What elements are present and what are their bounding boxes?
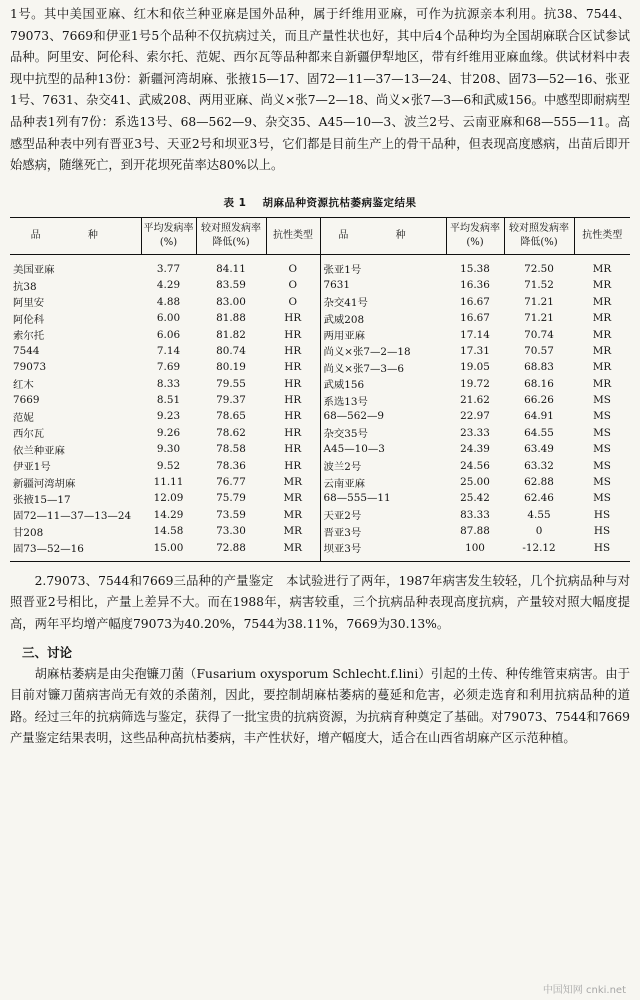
intro-paragraph: 1号。其中美国亚麻、红木和依兰种亚麻是国外品种，属于纤维用亚麻，可作为抗源亲本利用。抗38、7544、79073、7669和伊亚1号5个品种不仅抗病过关，而且产量性状也好，其中后4个品种均为全国胡麻联合区试参试品种。阿里安、阿伦科、索尔托、范妮、西尔瓦等品种都来自新疆伊犁地区，带有纤维用亚麻血缘。供试材料中表现中抗型的品种13份：新疆河湾胡麻、张掖15—17、固72—11—37—13—24、甘208、固73—52—16、张亚1号、7631、杂交41、武威208、两用亚麻、尚义×张7—2—18、尚义×张7—3—6和武威156。中感型即耐病型品种表1列有7份：系选13号、68—562—9、杂交35、A45—10—3、波兰2号、云南亚麻和68—555—11。高感型品种表中列有晋亚3号、天亚2号和坝亚3号，它们都是目前生产上的骨干品种，但表现高度感病，出苗后即开始感病，随继死亡，到开花坝死苗率达80%以上。 <box>10 7 630 173</box>
rate-decrease-cell: 73.59 <box>216 508 246 521</box>
resistance-type-cell: HR <box>284 394 302 407</box>
rate-decrease-cell: 80.19 <box>216 361 246 374</box>
resistance-type-cell: MS <box>593 426 611 439</box>
variety-name-cell: 张亚1号 <box>320 254 446 277</box>
rate-decrease-cell: 70.74 <box>524 328 554 341</box>
avg-rate-cell: 22.97 <box>460 410 490 423</box>
variety-name-cell: 阿伦科 <box>13 313 45 326</box>
rate-decrease-cell: 78.65 <box>216 410 246 423</box>
avg-rate-cell: 8.33 <box>156 377 181 390</box>
resistance-type-cell: HS <box>593 525 611 538</box>
table-row <box>10 294 630 310</box>
rate-decrease-cell: 78.58 <box>216 443 246 456</box>
rate-decrease-cell: 83.00 <box>216 295 246 308</box>
rate-decrease-cell: 83.59 <box>216 279 246 292</box>
table-row <box>10 539 630 561</box>
section-heading: 三、讨论 <box>22 644 73 660</box>
rate-decrease-cell: 4.55 <box>527 508 551 521</box>
variety-name-cell: 两用亚麻 <box>320 326 446 342</box>
rate-decrease-cell: 84.11 <box>216 262 246 275</box>
rate-decrease-cell: 66.26 <box>524 394 554 407</box>
rate-decrease-cell: 81.88 <box>216 312 246 325</box>
variety-name-cell: 杂交35号 <box>320 425 446 441</box>
resistance-type-cell: HS <box>593 508 611 521</box>
table-row <box>10 310 630 326</box>
avg-rate-cell: 9.52 <box>156 459 181 472</box>
rate-decrease-cell: 62.88 <box>524 476 554 489</box>
resistance-type-cell: MR <box>592 312 612 325</box>
resistance-type-cell: MR <box>592 361 612 374</box>
variety-name-cell: 索尔托 <box>13 330 45 342</box>
rate-decrease-cell: 71.21 <box>524 295 554 308</box>
avg-rate-cell: 100 <box>465 541 485 554</box>
resistance-type-cell: MR <box>592 328 612 341</box>
avg-rate-cell: 4.29 <box>156 279 181 292</box>
avg-rate-cell: 14.58 <box>153 525 184 538</box>
rate-decrease-cell: 70.57 <box>524 344 554 357</box>
variety-name-cell: 68—555—11 <box>320 490 446 506</box>
avg-rate-cell: 8.51 <box>156 394 181 407</box>
resistance-type-cell: HR <box>284 361 302 374</box>
avg-rate-cell: 9.23 <box>156 410 181 423</box>
rate-decrease-cell: 79.55 <box>216 377 246 390</box>
rate-decrease-cell: 76.77 <box>216 476 246 489</box>
variety-name-cell: 波兰2号 <box>320 457 446 473</box>
variety-name-cell: 7544 <box>13 344 40 357</box>
table-row <box>10 523 630 539</box>
variety-name-cell: 固73—52—16 <box>13 543 84 556</box>
resistance-type-cell: HS <box>593 541 611 554</box>
variety-name-cell: 范妮 <box>13 411 34 424</box>
avg-rate-cell: 15.38 <box>460 262 490 275</box>
avg-rate-cell: 25.00 <box>460 476 490 489</box>
rate-decrease-cell: 71.52 <box>524 279 554 292</box>
avg-rate-cell: 6.00 <box>156 312 181 325</box>
avg-rate-cell: 6.06 <box>156 328 181 341</box>
rate-decrease-cell: 68.83 <box>524 361 554 374</box>
table-row <box>10 441 630 457</box>
table-row <box>10 343 630 359</box>
table-row <box>10 457 630 473</box>
resistance-type-cell: O <box>288 295 298 308</box>
rate-decrease-cell: 78.62 <box>216 426 246 439</box>
variety-name-cell: 68—562—9 <box>320 408 446 424</box>
avg-rate-cell: 16.36 <box>460 279 490 292</box>
variety-name-cell: 伊亚1号 <box>13 461 51 474</box>
avg-rate-cell: 21.62 <box>460 394 490 407</box>
rate-decrease-cell: 71.21 <box>524 312 554 325</box>
table-row <box>10 392 630 408</box>
variety-name-cell: 抗38 <box>13 280 37 293</box>
avg-rate-cell: 7.14 <box>156 344 181 357</box>
avg-rate-cell: 7.69 <box>156 361 181 374</box>
header-type-right: 抗性类型 <box>574 217 630 254</box>
avg-rate-cell: 19.72 <box>460 377 490 390</box>
avg-rate-cell: 83.33 <box>460 508 490 521</box>
avg-rate-cell: 17.31 <box>460 344 490 357</box>
rate-decrease-cell: 63.32 <box>524 459 554 472</box>
avg-rate-cell: 12.09 <box>153 492 184 505</box>
rate-decrease-cell: 73.30 <box>216 525 246 538</box>
avg-rate-cell: 9.30 <box>156 443 181 456</box>
resistance-type-cell: MR <box>283 525 302 538</box>
rate-decrease-cell: 72.50 <box>524 262 554 275</box>
avg-rate-cell: 14.29 <box>153 508 184 521</box>
resistance-type-cell: MS <box>593 394 611 407</box>
table-row <box>10 375 630 391</box>
variety-name-cell: 张掖15—17 <box>13 493 71 506</box>
variety-name-cell: 尚义×张7—2—18 <box>320 343 446 359</box>
rate-decrease-cell: 0 <box>535 525 543 538</box>
variety-name-cell: 阿里安 <box>13 297 45 310</box>
table-row <box>10 408 630 424</box>
rate-decrease-cell: 81.82 <box>216 328 246 341</box>
avg-rate-cell: 23.33 <box>460 426 490 439</box>
table-header-row <box>10 217 630 254</box>
resistance-type-cell: HR <box>284 312 302 325</box>
discussion-paragraph: 胡麻枯萎病是由尖孢镰刀菌（Fusarium oxysporum Schlecht.f.lini）引起的土传、种传维管束病害。由于目前对镰刀菌病害尚无有效的杀菌剂，因此，要控制胡麻枯萎病的蔓延和危害，必须走选育和利用抗病品种的道路。经过三年的抗病筛选与鉴定，获得了一批宝贵的抗病资源，为抗病育种奠定了基础。对79073、7544和7669产量鉴定结果表明，这些品种高抗枯萎病，丰产性状好，增产幅度大，适合在山西省胡麻产区示范种植。 <box>10 666 630 746</box>
resistance-type-cell: HR <box>284 443 302 456</box>
resistance-type-cell: MS <box>593 443 611 456</box>
table-row <box>10 254 630 277</box>
rate-decrease-cell: 64.55 <box>524 426 554 439</box>
header-avg-rate-left: 平均发病率(%) <box>141 217 196 254</box>
resistance-type-cell: O <box>288 279 298 292</box>
table-row <box>10 474 630 490</box>
variety-name-cell: 依兰种亚麻 <box>13 444 65 457</box>
resistance-table <box>10 217 630 562</box>
rate-decrease-cell: -12.12 <box>522 541 556 554</box>
variety-name-cell: 79073 <box>13 361 47 374</box>
variety-name-cell: 云南亚麻 <box>320 474 446 490</box>
avg-rate-cell: 19.05 <box>460 361 490 374</box>
rate-decrease-cell: 63.49 <box>524 443 554 456</box>
resistance-type-cell: MS <box>593 492 611 505</box>
avg-rate-cell: 3.77 <box>156 262 181 275</box>
header-decrease-right: 较对照发病率降低(%) <box>504 217 574 254</box>
variety-name-cell: 西尔瓦 <box>13 428 45 441</box>
yield-paragraph: 2.79073、7544和7669三品种的产量鉴定 本试验进行了两年，1987年病害发生较轻，几个抗病品种与对照晋亚2号相比，产量上差异不大。而在1988年，病害较重，三个抗病品种表现高度抗病，产量较对照大幅度提高，两年平均增产幅度79073为40.20%，7544为38.11%，7669为30.13%。 <box>10 573 630 631</box>
header-variety-right: 品 种 <box>320 217 446 254</box>
variety-name-cell: 晋亚3号 <box>320 523 446 539</box>
avg-rate-cell: 87.88 <box>460 525 490 538</box>
watermark: 中国知网 cnki.net <box>542 985 626 996</box>
resistance-type-cell: MR <box>283 508 302 521</box>
resistance-type-cell: MS <box>593 459 611 472</box>
table-row <box>10 277 630 293</box>
resistance-type-cell: MR <box>592 344 612 357</box>
header-type-left: 抗性类型 <box>266 217 320 254</box>
table-row <box>10 507 630 523</box>
rate-decrease-cell: 80.74 <box>216 344 246 357</box>
variety-name-cell: 尚义×张7—3—6 <box>320 359 446 375</box>
avg-rate-cell: 9.26 <box>156 426 181 439</box>
table-row <box>10 359 630 375</box>
avg-rate-cell: 17.14 <box>460 328 490 341</box>
avg-rate-cell: 16.67 <box>460 295 490 308</box>
variety-name-cell: 系选13号 <box>320 392 446 408</box>
variety-name-cell: 7631 <box>320 277 446 293</box>
rate-decrease-cell: 72.88 <box>216 541 246 554</box>
header-decrease-left: 较对照发病率降低(%) <box>196 217 266 254</box>
variety-name-cell: A45—10—3 <box>320 441 446 457</box>
avg-rate-cell: 24.56 <box>460 459 490 472</box>
resistance-type-cell: O <box>288 262 298 275</box>
resistance-type-cell: MR <box>592 262 612 275</box>
table-row <box>10 326 630 342</box>
variety-name-cell: 坝亚3号 <box>320 539 446 561</box>
resistance-type-cell: HR <box>284 410 302 423</box>
resistance-type-cell: MS <box>593 410 611 423</box>
header-variety-left: 品 种 <box>10 217 141 254</box>
header-avg-rate-right: 平均发病率(%) <box>446 217 504 254</box>
table-row <box>10 425 630 441</box>
resistance-type-cell: MR <box>592 279 612 292</box>
rate-decrease-cell: 79.37 <box>216 394 246 407</box>
rate-decrease-cell: 62.46 <box>524 492 554 505</box>
avg-rate-cell: 16.67 <box>460 312 490 325</box>
table-number: 表 1 <box>223 196 247 209</box>
variety-name-cell: 武威208 <box>320 310 446 326</box>
table-caption <box>10 195 630 210</box>
resistance-type-cell: MR <box>283 492 302 505</box>
variety-name-cell: 新疆河湾胡麻 <box>13 477 76 490</box>
resistance-type-cell: MR <box>283 476 302 489</box>
resistance-type-cell: HR <box>284 459 302 472</box>
variety-name-cell: 甘208 <box>13 526 44 539</box>
avg-rate-cell: 24.39 <box>460 443 490 456</box>
resistance-type-cell: HR <box>284 344 302 357</box>
avg-rate-cell: 4.88 <box>156 295 181 308</box>
variety-name-cell: 固72—11—37—13—24 <box>13 510 132 523</box>
resistance-type-cell: MS <box>593 476 611 489</box>
resistance-type-cell: MR <box>592 295 612 308</box>
variety-name-cell: 武威156 <box>320 375 446 391</box>
avg-rate-cell: 25.42 <box>460 492 490 505</box>
table-title: 胡麻品种资源抗枯萎病鉴定结果 <box>262 196 417 209</box>
variety-name-cell: 杂交41号 <box>320 294 446 310</box>
resistance-type-cell: MR <box>283 541 302 554</box>
resistance-type-cell: MR <box>592 377 612 390</box>
rate-decrease-cell: 78.36 <box>216 459 246 472</box>
resistance-type-cell: HR <box>284 426 302 439</box>
variety-name-cell: 红木 <box>13 379 34 392</box>
rate-decrease-cell: 75.79 <box>216 492 246 505</box>
resistance-type-cell: HR <box>284 328 302 341</box>
table-row <box>10 490 630 506</box>
rate-decrease-cell: 68.16 <box>524 377 554 390</box>
variety-name-cell: 美国亚麻 <box>13 264 55 277</box>
resistance-type-cell: HR <box>284 377 302 390</box>
variety-name-cell: 7669 <box>13 394 40 407</box>
avg-rate-cell: 11.11 <box>153 476 184 489</box>
table-body <box>10 254 630 561</box>
variety-name-cell: 天亚2号 <box>320 507 446 523</box>
avg-rate-cell: 15.00 <box>153 541 184 554</box>
rate-decrease-cell: 64.91 <box>524 410 554 423</box>
